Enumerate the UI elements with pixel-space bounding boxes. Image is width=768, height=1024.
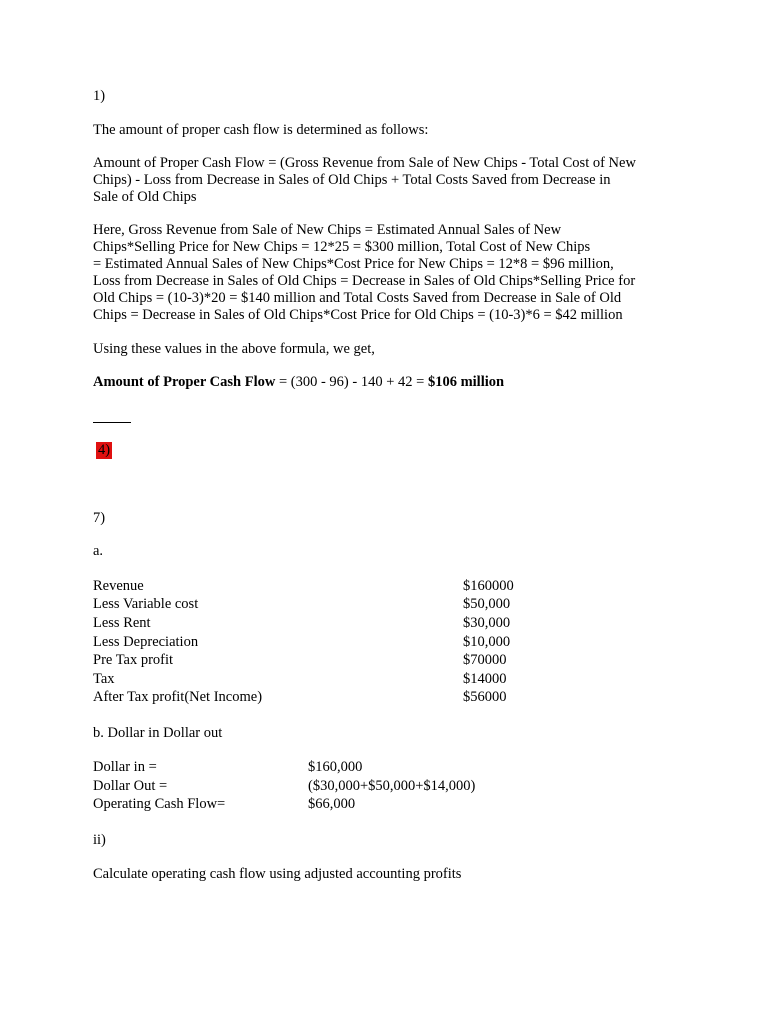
proper-cash-flow-formula xyxy=(93,155,693,206)
row-label: Revenue xyxy=(93,578,144,594)
row-label: Less Depreciation xyxy=(93,634,199,650)
explanation-line: Chips = Decrease in Sales of Old Chips*Cost Price for Old Chips = (10-3)*6 = $42 million xyxy=(93,306,623,323)
row-value: $50,000 xyxy=(463,596,511,612)
row-value: $160000 xyxy=(463,578,514,594)
row-value: ($30,000+$50,000+$14,000) xyxy=(308,778,476,794)
formula-explanation xyxy=(93,222,693,323)
row-value: $160,000 xyxy=(308,759,363,775)
row-value: $70000 xyxy=(463,652,507,668)
explanation-line: = Estimated Annual Sales of New Chips*Cost Price for New Chips = 12*8 = $96 million, xyxy=(93,255,614,272)
question-4-number-highlighted: 4) xyxy=(98,442,111,458)
result-value: $106 million xyxy=(427,374,505,390)
explanation-line: Loss from Decrease in Sales of Old Chips = Decrease in Sales of Old Chips*Selling Price for xyxy=(93,272,636,289)
using-values-text: Using these values in the above formula, we get, xyxy=(93,341,375,357)
row-label: Less Variable cost xyxy=(93,596,199,612)
part-ii-label: ii) xyxy=(93,832,106,848)
question-1-intro: The amount of proper cash flow is determined as follows: xyxy=(93,122,429,138)
row-label: Pre Tax profit xyxy=(93,652,174,668)
row-label: Operating Cash Flow= xyxy=(93,796,226,812)
part-b-label: b. Dollar in Dollar out xyxy=(93,725,223,741)
explanation-line: Old Chips = (10-3)*20 = $140 million and Total Costs Saved from Decrease in Sale of Old xyxy=(93,289,622,306)
row-value: $10,000 xyxy=(463,634,511,650)
formula-line: Chips) - Loss from Decrease in Sales of Old Chips + Total Costs Saved from Decrease in xyxy=(93,171,611,188)
result-expression: = (300 - 96) - 140 + 42 = xyxy=(275,374,428,390)
formula-line: Sale of Old Chips xyxy=(93,188,197,205)
proper-cash-flow-result xyxy=(93,374,504,391)
explanation-line: Chips*Selling Price for New Chips = 12*25 = $300 million, Total Cost of New Chips xyxy=(93,238,591,255)
row-value: $14000 xyxy=(463,671,507,687)
row-label: After Tax profit(Net Income) xyxy=(93,689,263,705)
explanation-line: Here, Gross Revenue from Sale of New Chips = Estimated Annual Sales of New xyxy=(93,222,562,238)
row-label: Less Rent xyxy=(93,615,151,631)
row-label: Tax xyxy=(93,671,115,687)
row-value: $66,000 xyxy=(308,796,356,812)
row-label: Dollar in = xyxy=(93,759,157,775)
question-7-number: 7) xyxy=(93,510,106,526)
section-divider xyxy=(93,422,131,423)
row-value: $56000 xyxy=(463,689,507,705)
result-label: Amount of Proper Cash Flow xyxy=(93,374,276,390)
formula-line: Amount of Proper Cash Flow = (Gross Revenue from Sale of New Chips - Total Cost of New xyxy=(93,155,636,171)
question-1-number: 1) xyxy=(93,88,106,104)
part-ii-instruction: Calculate operating cash flow using adjusted accounting profits xyxy=(93,866,462,882)
row-label: Dollar Out = xyxy=(93,778,168,794)
row-value: $30,000 xyxy=(463,615,511,631)
part-a-label: a. xyxy=(93,543,104,559)
